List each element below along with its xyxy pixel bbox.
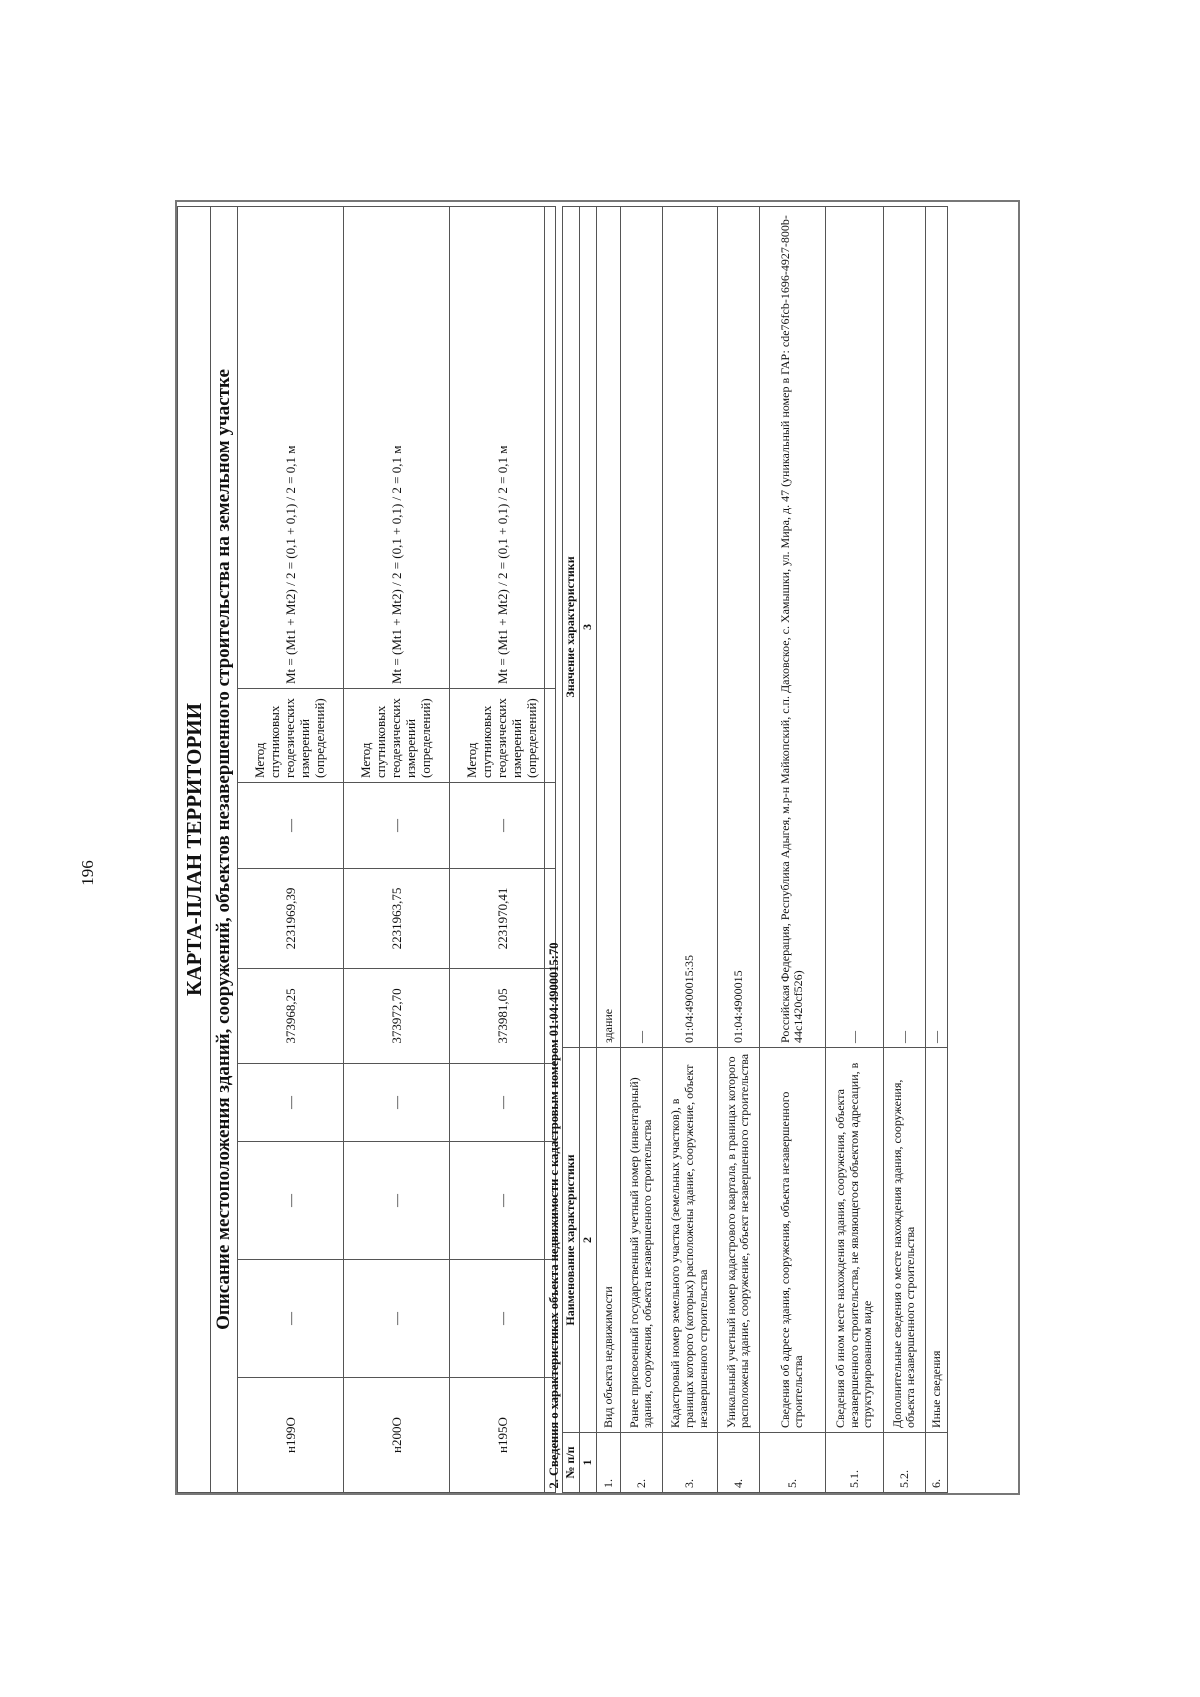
row-name: Дополнительные сведения о месте нахождения здания, сооружения, объекта незавершенного строительства [883,1048,925,1433]
table-row [759,207,825,1493]
row-name: Ранее присвоенный государственный учетный номер (инвентарный) здания, сооружения, объекта незавершенного строительства [620,1048,662,1433]
table-row [620,207,662,1493]
row-value: — [825,207,883,1048]
col-number: 3 [580,207,597,1048]
row-num: 5. [759,1433,825,1493]
row-num: 2. [620,1433,662,1493]
col-number: 1 [580,1433,597,1493]
page-number: 196 [78,860,97,886]
row-value: — [620,207,662,1048]
empty-cell: — [238,1260,344,1378]
empty-cell: — [238,1064,344,1142]
empty-cell: — [238,783,344,869]
measurement-method: Метод спутниковых геодезических измерений (определений) [450,689,556,783]
col-number: 2 [580,1048,597,1433]
empty-cell: — [344,783,450,869]
row-num: 5.2. [883,1433,925,1493]
row-value: 01:04:4900015 [717,207,759,1048]
point-name: н195О [450,1378,556,1493]
empty-cell: — [344,1064,450,1142]
row-value: здание [596,207,620,1048]
empty-cell: — [450,1064,556,1142]
coordinate-x: 373968,25 [238,969,344,1064]
row-name: Сведения об адресе здания, сооружения, объекта незавершенного строительства [759,1048,825,1433]
empty-cell: — [450,1142,556,1260]
accuracy-formula: Mt = (Mt1 + Mt2) / 2 = (0,1 + 0,1) / 2 = 0,1 м [238,207,344,689]
table-row [662,207,717,1493]
table-row [825,207,883,1493]
point-row [344,207,450,1493]
row-num: 5.1. [825,1433,883,1493]
row-value: Российская Федерация, Республика Адыгея, м.р-н Майкопский, с.п. Даховское, с. Хамышки, ул. Мира, д. 47 (уникальный номер в ГАР: cde76fcb-1696-4927-800b-44c1420cf526) [759,207,825,1048]
measurement-method: Метод спутниковых геодезических измерений (определений) [344,689,450,783]
row-name: Вид объекта недвижимости [596,1048,620,1433]
row-name: Иные сведения [925,1048,947,1433]
table-row [596,207,620,1493]
table-row [883,207,925,1493]
point-name: н200О [344,1378,450,1493]
measurement-method: Метод спутниковых геодезических измерений (определений) [238,689,344,783]
row-name: Кадастровый номер земельного участка (земельных участков), в границах которого (которых) расположены здание, сооружение, объект незавершенного строительства [662,1048,717,1433]
coordinate-x: 373981,05 [450,969,556,1064]
row-name: Сведения об ином месте нахождения здания, сооружения, объекта незавершенного строительства, не являющегося объектом адресации, в структурированном виде [825,1048,883,1433]
point-name: н199О [238,1378,344,1493]
coordinate-y: 2231970,41 [450,869,556,969]
row-name: Уникальный учетный номер кадастрового квартала, в границах которого расположены здание, сооружение, объект незавершенного строительства [717,1048,759,1433]
map-plan-sheet [175,200,1020,1495]
row-value: 01:04:4900015:35 [662,207,717,1048]
header-name: Наименование характеристики [563,1048,580,1433]
row-num: 6. [925,1433,947,1493]
table-row [717,207,759,1493]
cadastral-number: 01:04:4900015:70 [547,942,561,1037]
coordinate-y: 2231969,39 [238,869,344,969]
point-row [238,207,344,1493]
header-num: № п/п [563,1433,580,1493]
empty-cell: — [344,1142,450,1260]
empty-cell: — [450,783,556,869]
point-row [450,207,556,1493]
header-value: Значение характеристики [563,207,580,1048]
accuracy-formula: Mt = (Mt1 + Mt2) / 2 = (0,1 + 0,1) / 2 = 0,1 м [344,207,450,689]
row-num: 1. [596,1433,620,1493]
coordinate-y: 2231963,75 [344,869,450,969]
table-row [925,207,947,1493]
coordinate-x: 373972,70 [344,969,450,1064]
empty-cell: — [344,1260,450,1378]
object-characteristics-table [546,206,948,1493]
row-num: 4. [717,1433,759,1493]
accuracy-formula: Mt = (Mt1 + Mt2) / 2 = (0,1 + 0,1) / 2 = 0,1 м [450,207,556,689]
row-value: — [925,207,947,1048]
section-divider [544,206,545,1493]
building-location-table [177,206,556,1493]
row-value: — [883,207,925,1048]
section-1-title: Описание местоположения зданий, сооружений, объектов незавершенного строительства на земельном участке [211,207,238,1493]
section-2-caption [546,207,563,1493]
row-num: 3. [662,1433,717,1493]
section-2-title: 2. Сведения о характеристиках объекта недвижимости с кадастровым номером [547,1039,561,1489]
empty-cell: — [450,1260,556,1378]
document-title: КАРТА-ПЛАН ТЕРРИТОРИИ [178,207,211,1493]
empty-cell: — [238,1142,344,1260]
